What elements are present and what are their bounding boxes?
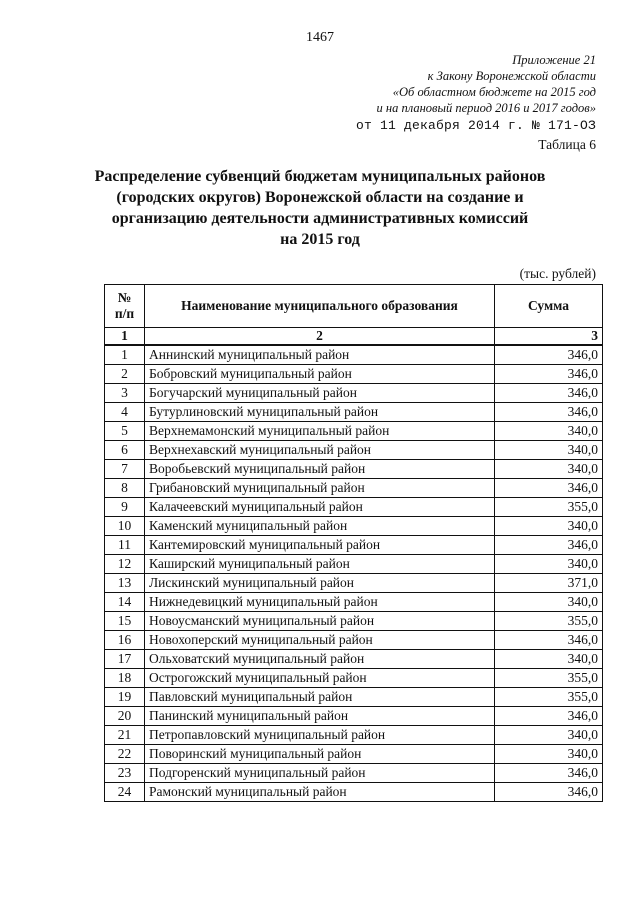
row-name: Бобровский муниципальный район [145, 365, 495, 384]
row-number: 22 [105, 745, 145, 764]
row-sum: 346,0 [495, 631, 603, 650]
row-name: Калачеевский муниципальный район [145, 498, 495, 517]
row-sum: 340,0 [495, 422, 603, 441]
row-number: 13 [105, 574, 145, 593]
header-number-line-1: № [117, 290, 132, 305]
table-body [105, 345, 603, 802]
units-label: (тыс. рублей) [519, 266, 596, 281]
table-row [105, 783, 603, 802]
row-name: Рамонский муниципальный район [145, 783, 495, 802]
row-sum: 346,0 [495, 365, 603, 384]
title-line-4: на 2015 год [280, 231, 360, 248]
table-row [105, 422, 603, 441]
table-row [105, 707, 603, 726]
table-row [105, 555, 603, 574]
row-number: 10 [105, 517, 145, 536]
row-sum: 340,0 [495, 460, 603, 479]
table-row [105, 498, 603, 517]
row-name: Ольховатский муниципальный район [145, 650, 495, 669]
column-index-2: 2 [145, 328, 495, 346]
table-row [105, 764, 603, 783]
table-label: Таблица 6 [538, 137, 596, 152]
table-row [105, 650, 603, 669]
row-number: 7 [105, 460, 145, 479]
row-number: 1 [105, 345, 145, 365]
table-row [105, 517, 603, 536]
row-name: Бутурлиновский муниципальный район [145, 403, 495, 422]
row-number: 2 [105, 365, 145, 384]
row-sum: 346,0 [495, 783, 603, 802]
row-name: Каменский муниципальный район [145, 517, 495, 536]
row-number: 11 [105, 536, 145, 555]
row-name: Воробьевский муниципальный район [145, 460, 495, 479]
appendix-reference [236, 52, 596, 153]
row-name: Каширский муниципальный район [145, 555, 495, 574]
row-number: 9 [105, 498, 145, 517]
row-sum: 340,0 [495, 517, 603, 536]
table-row [105, 345, 603, 365]
row-number: 18 [105, 669, 145, 688]
row-name: Нижнедевицкий муниципальный район [145, 593, 495, 612]
header-number-line-2: п/п [114, 306, 135, 321]
table-row [105, 479, 603, 498]
row-sum: 355,0 [495, 612, 603, 631]
table-row [105, 441, 603, 460]
table-row [105, 403, 603, 422]
row-name: Верхнехавский муниципальный район [145, 441, 495, 460]
row-sum: 346,0 [495, 536, 603, 555]
row-number: 16 [105, 631, 145, 650]
title-line-1: Распределение субвенций бюджетам муниципальных районов [94, 168, 546, 185]
row-number: 4 [105, 403, 145, 422]
row-number: 20 [105, 707, 145, 726]
row-sum: 340,0 [495, 441, 603, 460]
law-date-stamp: от 11 декабря 2014 г. № 171-ОЗ [355, 118, 596, 133]
row-name: Кантемировский муниципальный район [145, 536, 495, 555]
table-row [105, 669, 603, 688]
row-number: 17 [105, 650, 145, 669]
row-number: 23 [105, 764, 145, 783]
document-title [90, 166, 550, 250]
row-number: 24 [105, 783, 145, 802]
header-name: Наименование муниципального образования [145, 285, 495, 328]
table-header-row [105, 285, 603, 328]
column-index-1: 1 [105, 328, 145, 346]
title-line-2: (городских округов) Воронежской области на создание и [116, 189, 524, 206]
row-name: Верхнемамонский муниципальный район [145, 422, 495, 441]
row-name: Подгоренский муниципальный район [145, 764, 495, 783]
row-number: 12 [105, 555, 145, 574]
row-sum: 346,0 [495, 403, 603, 422]
row-sum: 346,0 [495, 479, 603, 498]
row-sum: 355,0 [495, 669, 603, 688]
row-sum: 371,0 [495, 574, 603, 593]
appendix-line-4: и на плановый период 2016 и 2017 годов» [376, 101, 596, 115]
row-number: 3 [105, 384, 145, 403]
row-sum: 346,0 [495, 384, 603, 403]
row-sum: 340,0 [495, 726, 603, 745]
row-number: 6 [105, 441, 145, 460]
table-row [105, 460, 603, 479]
row-sum: 340,0 [495, 555, 603, 574]
table-row [105, 726, 603, 745]
appendix-line-2: к Закону Воронежской области [427, 69, 596, 83]
row-sum: 346,0 [495, 345, 603, 365]
title-line-3: организацию деятельности административных комиссий [111, 210, 529, 227]
subsidies-table [104, 284, 603, 802]
column-index-3: 3 [495, 328, 603, 346]
row-sum: 340,0 [495, 593, 603, 612]
row-name: Петропавловский муниципальный район [145, 726, 495, 745]
table-row [105, 536, 603, 555]
row-sum: 340,0 [495, 650, 603, 669]
row-number: 15 [105, 612, 145, 631]
row-name: Грибановский муниципальный район [145, 479, 495, 498]
row-number: 8 [105, 479, 145, 498]
row-name: Лискинский муниципальный район [145, 574, 495, 593]
page-number: 1467 [306, 30, 334, 45]
table-row [105, 574, 603, 593]
column-index-row [105, 328, 603, 346]
appendix-line-1: Приложение 21 [512, 53, 596, 67]
appendix-line-3: «Об областном бюджете на 2015 год [392, 85, 596, 99]
header-number [105, 285, 145, 328]
row-sum: 355,0 [495, 688, 603, 707]
row-name: Поворинский муниципальный район [145, 745, 495, 764]
row-name: Новоусманский муниципальный район [145, 612, 495, 631]
row-name: Богучарский муниципальный район [145, 384, 495, 403]
row-name: Острогожский муниципальный район [145, 669, 495, 688]
row-name: Павловский муниципальный район [145, 688, 495, 707]
row-name: Панинский муниципальный район [145, 707, 495, 726]
table-row [105, 745, 603, 764]
row-number: 14 [105, 593, 145, 612]
table-row [105, 688, 603, 707]
row-number: 21 [105, 726, 145, 745]
table-row [105, 365, 603, 384]
row-sum: 355,0 [495, 498, 603, 517]
row-number: 19 [105, 688, 145, 707]
table-row [105, 593, 603, 612]
header-sum: Сумма [495, 285, 603, 328]
table-row [105, 384, 603, 403]
table-row [105, 612, 603, 631]
row-name: Аннинский муниципальный район [145, 345, 495, 365]
row-name: Новохоперский муниципальный район [145, 631, 495, 650]
row-sum: 346,0 [495, 707, 603, 726]
row-sum: 340,0 [495, 745, 603, 764]
table-row [105, 631, 603, 650]
row-sum: 346,0 [495, 764, 603, 783]
row-number: 5 [105, 422, 145, 441]
